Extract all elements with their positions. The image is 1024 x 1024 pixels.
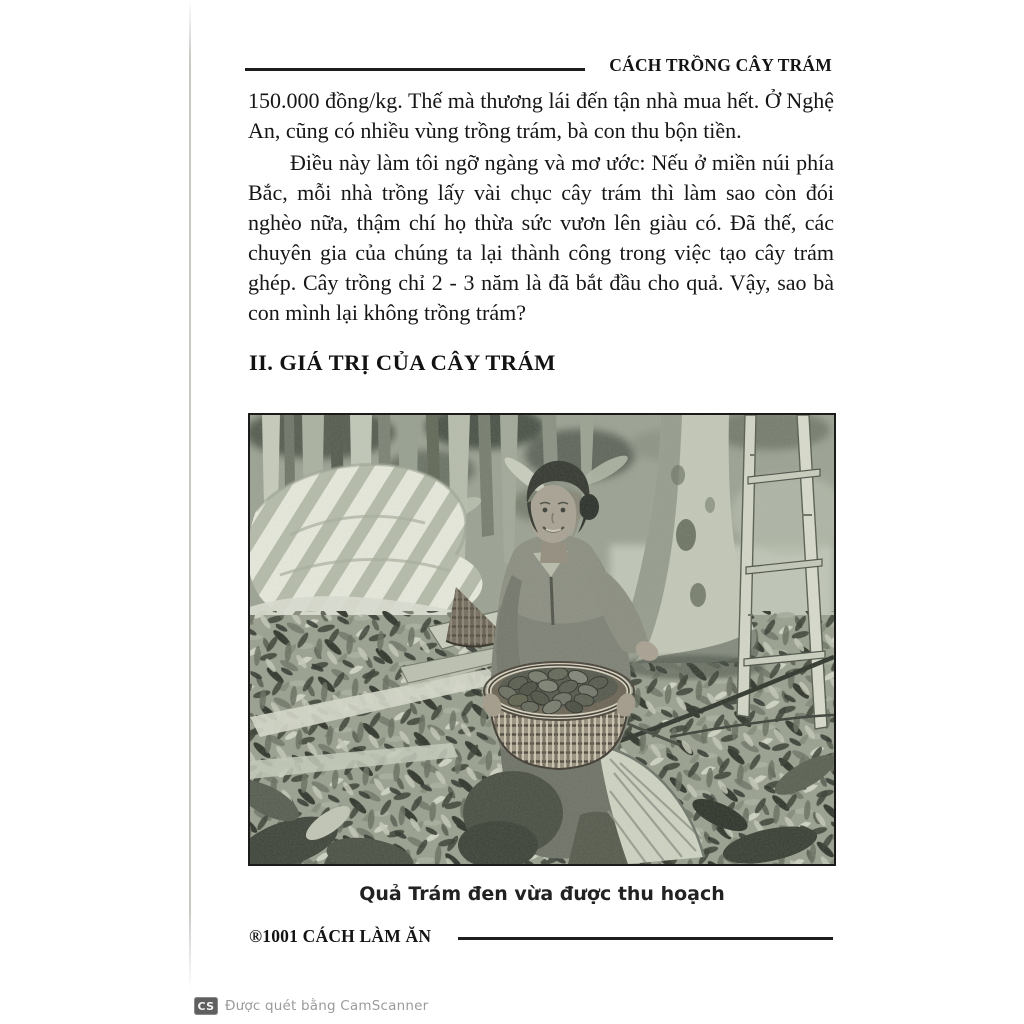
footer-book-title: ®1001 CÁCH LÀM ĂN [249, 926, 432, 946]
paragraph-2: Điều này làm tôi ngỡ ngàng và mơ ước: Nếu ở miền núi phía Bắc, mỗi nhà trồng lấy vài chục cây trám thì làm sao còn đói nghèo nữa, thậm chí họ thừa sức vươn lên giàu có. Đã thế, các chuyên gia của chúng ta lại thành công trong việc tạo cây trám ghép. Cây trồng chỉ 2 - 3 năm là đã bắt đầu cho quả. Vậy, sao bà con mình lại không trồng trám? [248, 150, 834, 325]
paragraph-1: 150.000 đồng/kg. Thế mà thương lái đến tận nhà mua hết. Ở Nghệ An, cũng có nhiều vùng trồng trám, bà con thu bộn tiền. [248, 88, 834, 143]
running-header-title: CÁCH TRỒNG CÂY TRÁM [609, 55, 832, 75]
harvest-photo [248, 413, 836, 866]
footer-rule [458, 937, 833, 940]
camscanner-text: Được quét bằng CamScanner [225, 998, 429, 1014]
figure-caption: Quả Trám đen vừa được thu hoạch [359, 883, 725, 905]
body-text [248, 86, 834, 328]
harvest-photo-illustration [250, 415, 834, 864]
camscanner-icon: CS [194, 997, 218, 1015]
camscanner-watermark [194, 997, 428, 1015]
section-heading: II. GIÁ TRỊ CỦA CÂY TRÁM [249, 350, 556, 375]
page-edge-shadow [189, 0, 191, 990]
photo-grain-overlay [250, 415, 834, 864]
header-rule [245, 68, 585, 71]
